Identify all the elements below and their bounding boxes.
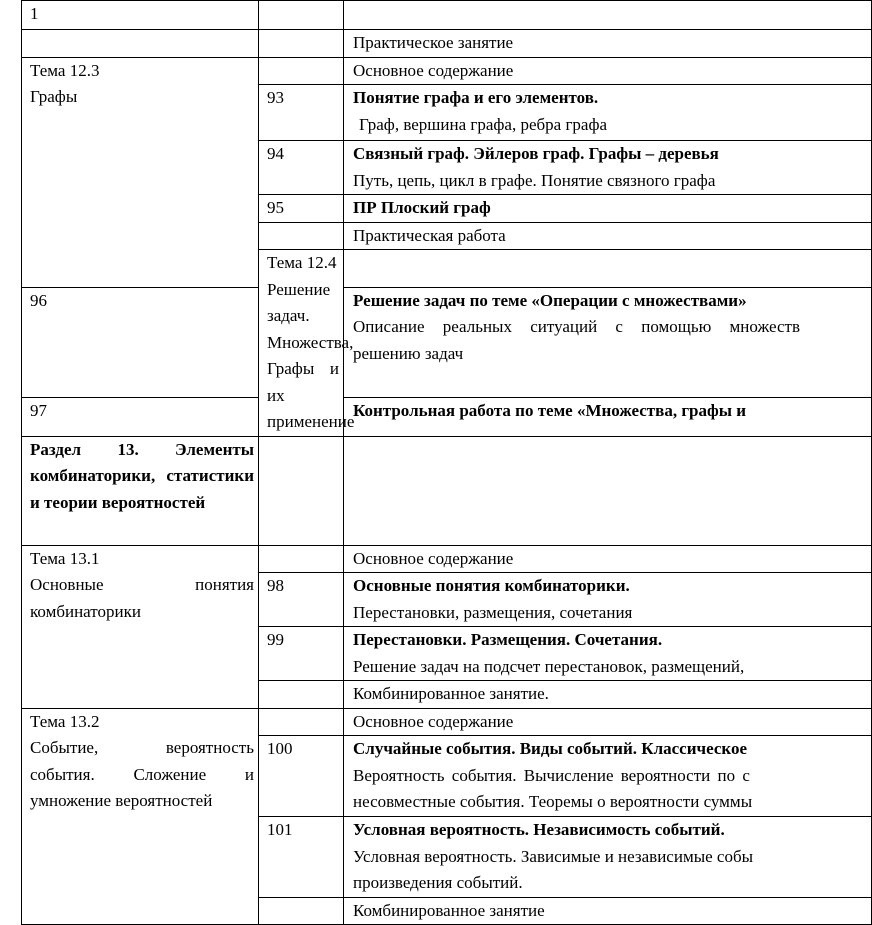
header-cell-3 [344,1,872,30]
empty-cell [344,250,872,288]
lesson-description: Описание реальных ситуаций с помощью множеств [353,317,800,337]
header-cell-1 [22,1,259,30]
empty-cell [259,545,344,573]
table-row [22,1,872,30]
topic-title: Тема 12.4 [267,253,337,272]
empty-cell [259,897,344,925]
lesson-title: Контрольная работа по теме «Множества, графы и [344,398,872,436]
empty-cell [259,222,344,250]
lesson-number: 101 [259,817,344,898]
lesson-cell [344,627,872,681]
lesson-title: Основные понятия комбинаторики. [353,576,630,595]
lesson-number: 97 [22,398,259,436]
empty-cell [259,436,344,545]
lesson-cell [344,736,872,817]
column-number: 1 [30,4,39,23]
empty-cell [22,30,259,58]
table-row [22,436,872,545]
lesson-description: Путь, цепь, цикл в графе. Понятие связного графа [353,170,716,190]
lesson-number: 94 [259,141,344,195]
topic-name: Графы [30,87,78,106]
topic-name: Решение задач. Множества, Графы и их применение [267,279,355,431]
topic-title: Тема 13.1 [30,548,100,568]
topic-cell [22,57,259,287]
empty-cell [259,681,344,709]
lesson-description: решению задач [353,343,464,363]
empty-cell [259,57,344,85]
lesson-title: Связный граф. Эйлеров граф. Графы – деревья [353,144,719,163]
topic-cell [22,545,259,708]
empty-cell [344,436,872,545]
lesson-type: Практическая работа [344,222,872,250]
lesson-number: 93 [259,85,344,141]
lesson-cell [344,85,872,141]
lesson-description: Решение задач на подсчет перестановок, размещений, [353,656,745,676]
lesson-title: Понятие графа и его элементов. [353,88,599,107]
table-row [22,287,872,397]
topic-title: Тема 13.2 [30,711,100,731]
lesson-description: Вероятность события. Вычисление вероятности по с [353,765,750,785]
table-row [22,708,872,736]
lesson-number: 95 [259,195,344,223]
topic-title: Тема 12.3 [30,60,100,80]
table-row [22,57,872,85]
table-row [22,398,872,436]
lesson-title: Перестановки. Размещения. Сочетания. [353,630,663,649]
table-row [22,545,872,573]
lesson-type: Комбинированное занятие [344,897,872,925]
lesson-description: несовместные события. Теоремы о вероятности суммы [353,792,753,811]
topic-cell [22,708,259,925]
lesson-description: Граф, вершина графа, ребра графа [359,114,608,134]
lesson-title: Случайные события. Виды событий. Классическое [353,739,747,758]
lesson-type: Комбинированное занятие. [344,681,872,709]
lesson-title: Условная вероятность. Независимость событий. [353,820,725,839]
lesson-title: ПР Плоский граф [344,195,872,223]
lesson-title: Решение задач по теме «Операции с множествами» [353,290,747,310]
topic-cell [259,250,355,437]
lesson-number: 98 [259,573,344,627]
lesson-cell [344,573,872,627]
lesson-number: 96 [22,287,259,397]
topic-name: Событие, вероятность события. Сложение и умножение вероятностей [30,738,254,810]
lesson-description: Условная вероятность. Зависимые и независимые собы [353,846,754,866]
lesson-number: 99 [259,627,344,681]
topic-name: Основные понятия комбинаторики [30,575,254,621]
content-label: Основное содержание [344,57,872,85]
lesson-description: произведения событий. [353,873,523,892]
table-row [22,30,872,58]
empty-cell [259,708,344,736]
lesson-description: Перестановки, размещения, сочетания [353,602,633,622]
section-title: Раздел 13. Элементы комбинаторики, статистики и теории вероятностей [22,436,259,545]
lesson-cell [344,141,872,195]
lesson-cell [344,817,872,898]
curriculum-table [21,0,872,925]
document-page [21,0,816,920]
lesson-cell [344,287,872,397]
content-label: Основное содержание [344,708,872,736]
header-cell-2 [259,1,344,30]
lesson-type: Практическое занятие [344,30,872,58]
lesson-number: 100 [259,736,344,817]
content-label: Основное содержание [344,545,872,573]
empty-cell [259,30,344,58]
